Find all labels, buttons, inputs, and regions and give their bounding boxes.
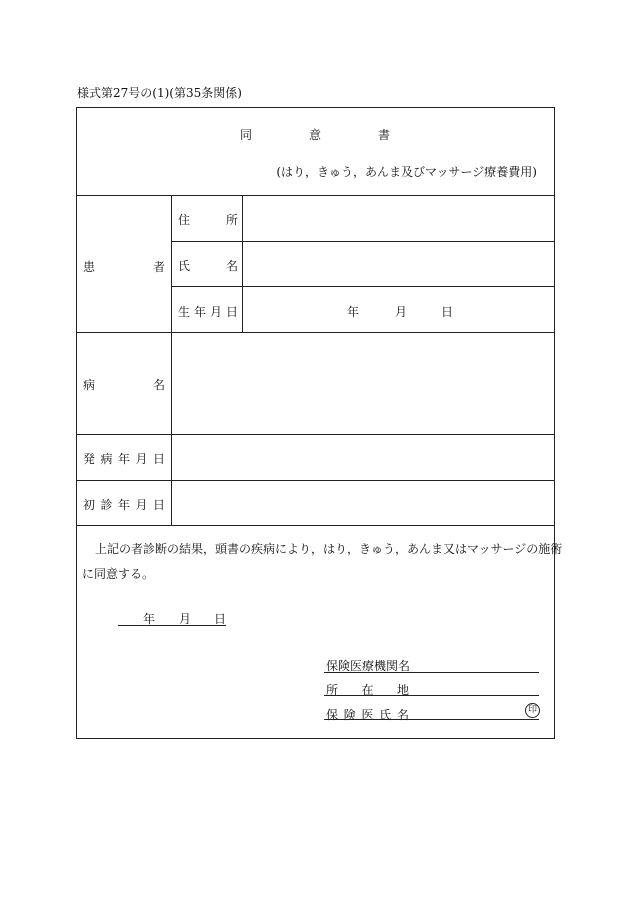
onset-date-field[interactable] — [172, 435, 554, 480]
patient-label: 患 者 — [83, 260, 165, 274]
consent-statement-line1: 上記の者診断の結果，頭書の疾病により，はり，きゅう，あんま又はマッサージの施術 — [95, 542, 563, 556]
address-label: 住 所 — [178, 213, 238, 227]
disease-label: 病 名 — [83, 378, 165, 392]
seal-mark-icon: 印 — [525, 703, 540, 718]
first-visit-label: 初 診 年 月 日 — [83, 498, 165, 512]
form-caption: 様式第27号の(1)(第35条関係) — [77, 86, 242, 100]
consent-day-unit: 日 — [214, 612, 227, 626]
location-field[interactable] — [413, 678, 539, 696]
dob-label: 生 年 月 日 — [178, 305, 238, 319]
onset-date-label: 発 病 年 月 日 — [83, 452, 165, 466]
dob-year-unit: 年 — [347, 305, 360, 319]
location-label: 所 在 地 — [326, 683, 409, 697]
title-char: 書 — [377, 128, 390, 142]
title-char: 意 — [308, 128, 321, 142]
dob-month-unit: 月 — [395, 305, 408, 319]
name-label: 氏 名 — [178, 259, 238, 273]
doctor-name-label: 保 険 医 氏 名 — [326, 708, 409, 722]
institution-field[interactable] — [413, 654, 539, 672]
title-char: 同 — [240, 128, 253, 142]
consent-form — [76, 107, 563, 739]
consent-year-unit: 年 — [143, 612, 156, 626]
address-field[interactable] — [243, 196, 554, 241]
dob-day-unit: 日 — [441, 305, 454, 319]
consent-statement-line2: に同意する。 — [82, 567, 155, 581]
consent-date-field[interactable] — [118, 608, 226, 626]
form-subtitle: (はり，きゅう，あんま及びマッサージ療養費用) — [276, 165, 537, 179]
patient-name-field[interactable] — [243, 242, 554, 286]
consent-month-unit: 月 — [179, 612, 192, 626]
disease-field[interactable] — [172, 333, 554, 434]
form-title — [240, 126, 390, 143]
dob-field[interactable] — [243, 287, 554, 332]
first-visit-field[interactable] — [172, 481, 554, 525]
institution-label: 保険医療機関名 — [326, 659, 411, 673]
